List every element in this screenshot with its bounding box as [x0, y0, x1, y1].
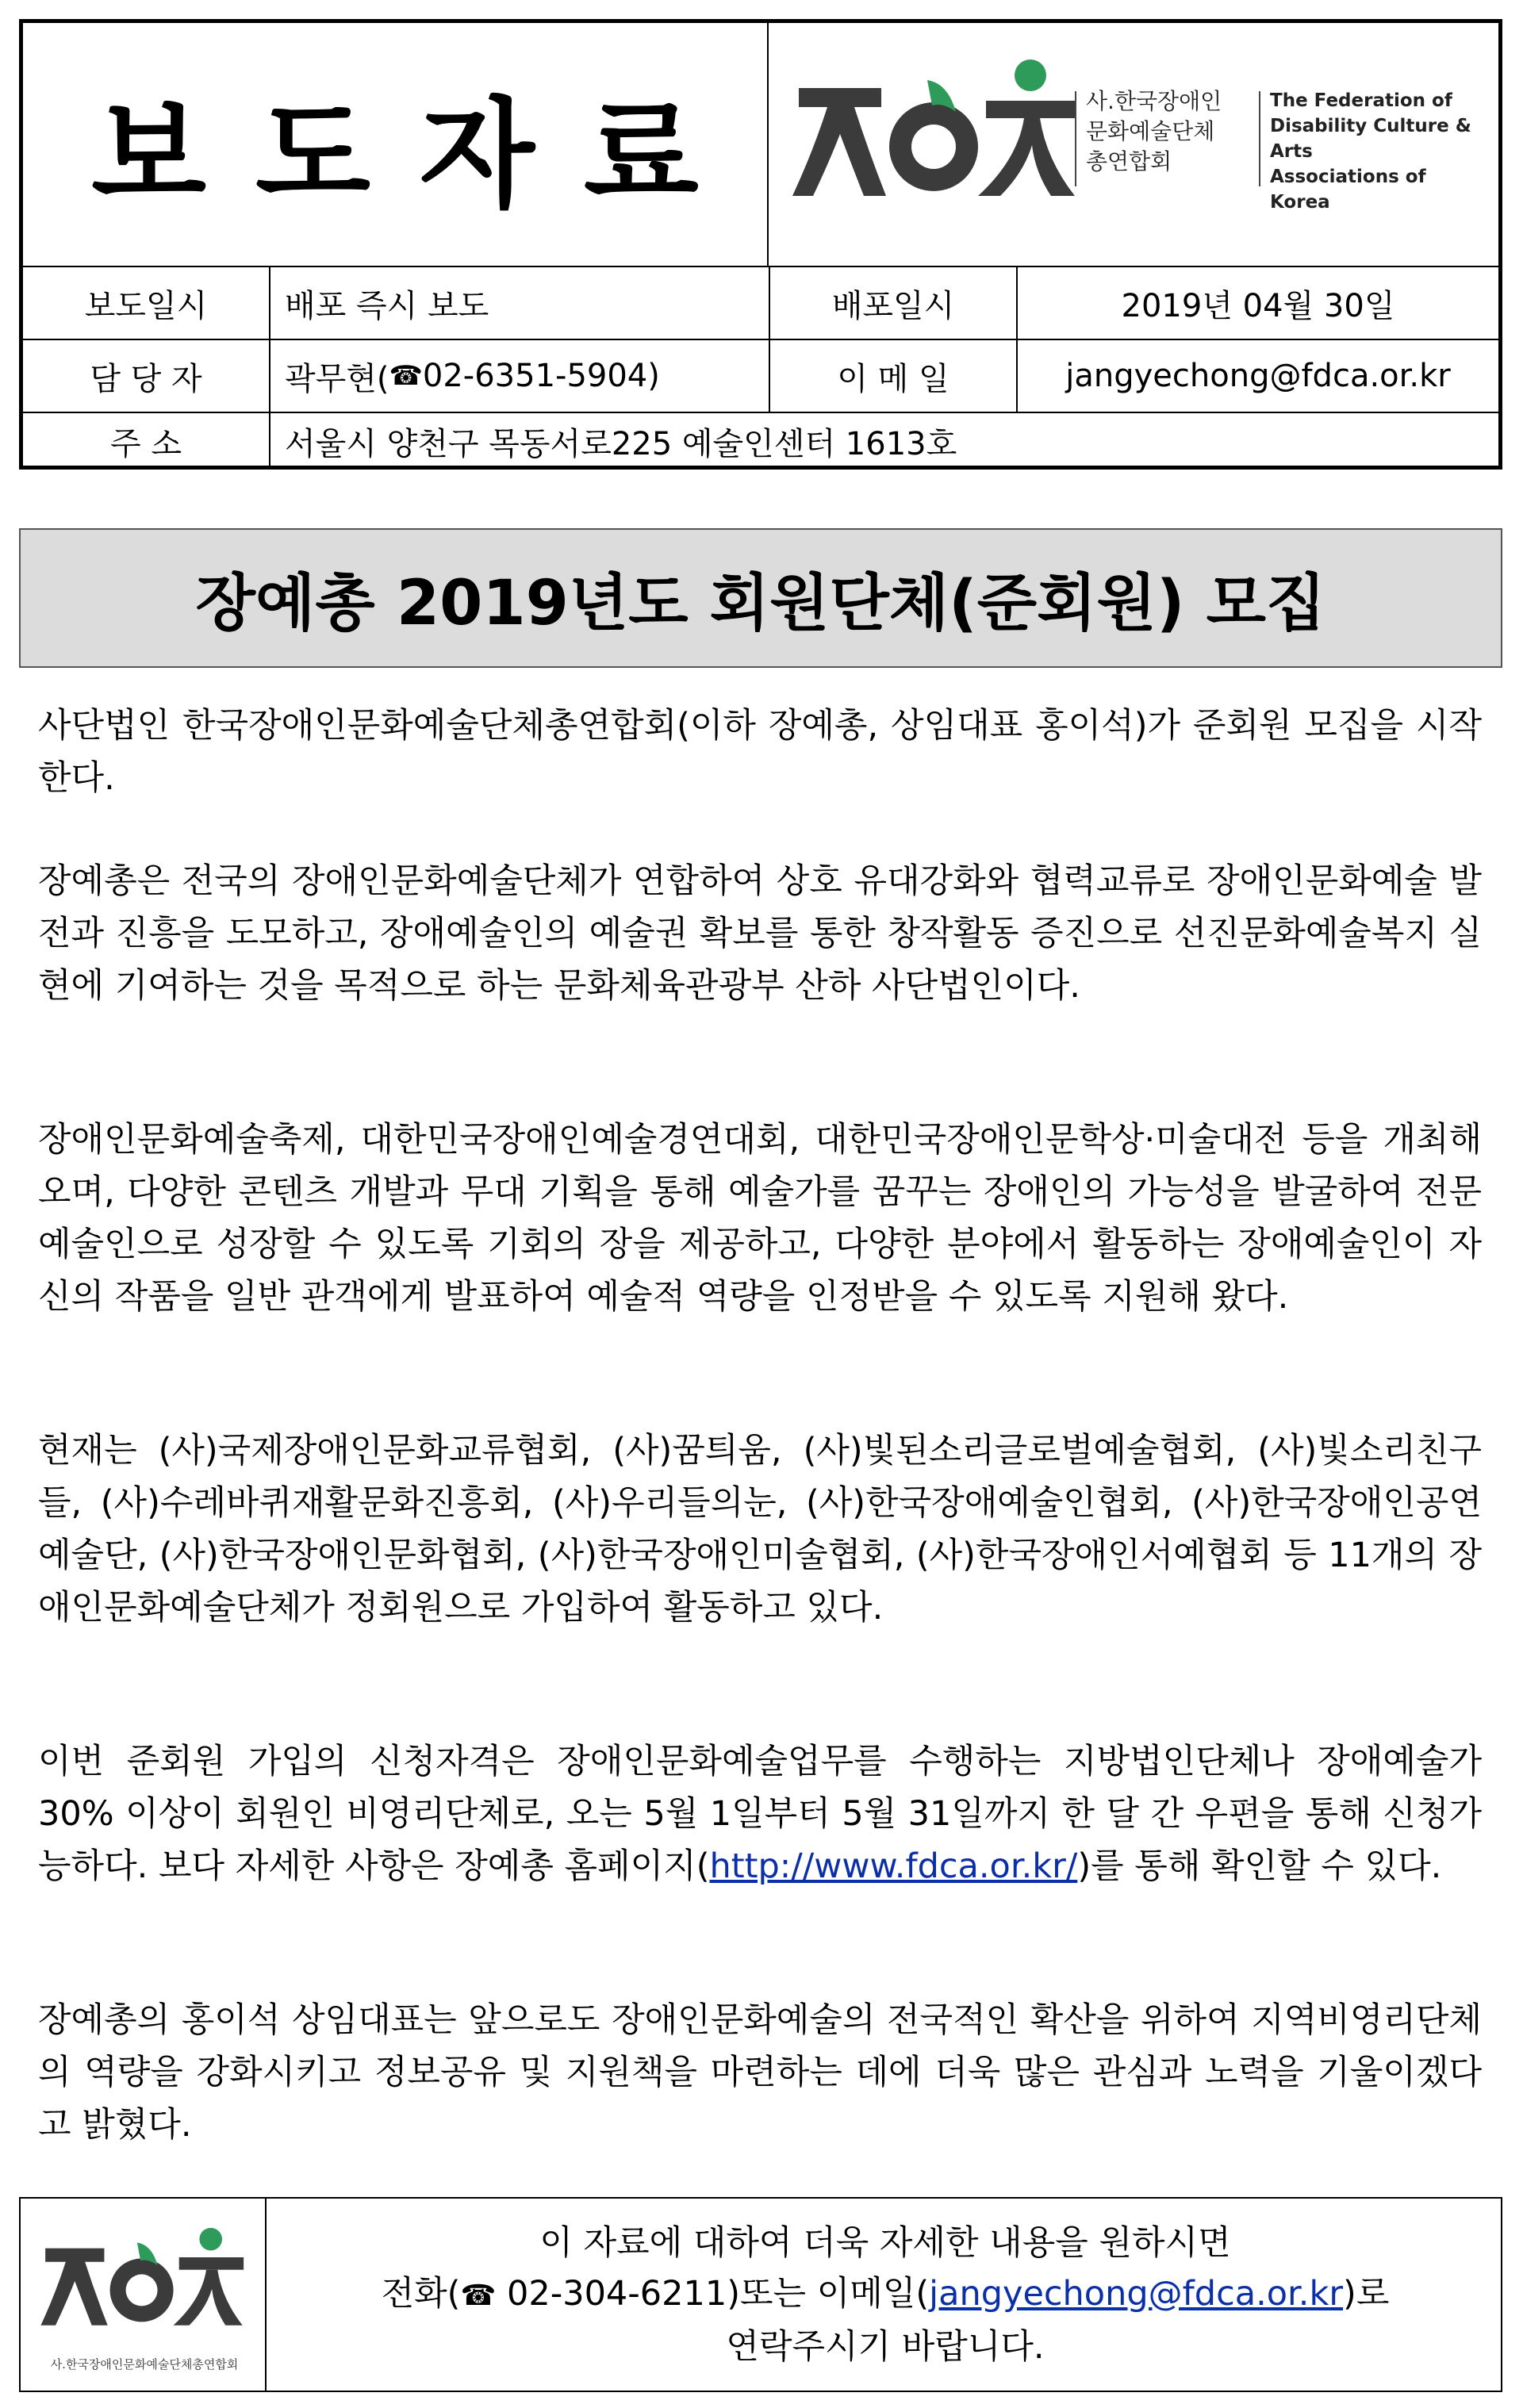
footer-email-link[interactable]: jangyechong@fdca.or.kr: [929, 2273, 1344, 2314]
header-top-row: [23, 23, 1498, 267]
paragraph-5-text-end: )를 통해 확인할 수 있다.: [1077, 1846, 1442, 1886]
footer-line-3: 연락주시기 바랍니다.: [726, 2326, 1045, 2367]
logo-english-name: [1270, 88, 1500, 215]
logo-en-line: Korea: [1270, 192, 1330, 213]
body-paragraph-2: 장예총은 전국의 장애인문화예술단체가 연합하여 상호 유대강화와 협력교류로 장애인문화예술 발전과 진흥을 도모하고, 장애예술인의 예술권 확보를 통한 창작활동 증진으로 선진문화예술복지 실현에 기여하는 것을 목적으로 하는 문화체육관광부 산하 사단법인이다.: [38, 861, 1482, 1006]
headline: 장예총 2019년도 회원단체(준회원) 모집: [195, 568, 1326, 639]
info-row-contact: [23, 340, 1498, 412]
info-row-date: [23, 267, 1498, 339]
footer-contact-text: [268, 2199, 1502, 2391]
footer-line-2: [382, 2268, 1390, 2322]
email-value: jangyechong@fdca.or.kr: [1065, 358, 1451, 394]
address-value: 서울시 양천구 목동서로225 예술인센터 1613호: [285, 425, 957, 462]
body-paragraph-1: 사단법인 한국장애인문화예술단체총연합회(이하 장예총, 상임대표 홍이석)가 준회원 모집을 시작한다.: [38, 706, 1482, 798]
distribution-value: 2019년 04월 30일: [1121, 287, 1395, 324]
paragraph-5-text: 이번 준회원 가입의 신청자격은 장애인문화예술업무를 수행하는 지방법인단체나 장애예술가 30% 이상이 회원인 비영리단체로, 오는 5월 1일부터 5월 31일까지 한 달 간 우편을 통해 신청가능하다. 보다 자세한 사항은 장예총 홈페이지(: [38, 1742, 1482, 1886]
fdca-logo-small-icon: [35, 2226, 251, 2345]
footer-contact-box: [19, 2197, 1502, 2392]
footer-line-1: 이 자료에 대하여 더욱 자세한 내용을 원하시면: [539, 2222, 1231, 2263]
fdca-logo-icon: [792, 56, 1078, 223]
logo-ko-line: 문화예술단체: [1086, 118, 1215, 144]
info-row-address: [23, 413, 1498, 469]
logo-ko-line: 총연합회: [1086, 148, 1172, 174]
footer-logo-caption: 사.한국장애인문화예술단체총연합회: [50, 2357, 239, 2372]
release-date-value: 배포 즉시 보도: [285, 287, 489, 324]
body-paragraph-4: 현재는 (사)국제장애인문화교류협회, (사)꿈틔움, (사)빛된소리글로벌예술협회, (사)빛소리친구들, (사)수레바퀴재활문화진흥회, (사)우리들의눈, (사)한국장애예술인협회, (사)한국장애인공연예술단, (사)한국장애인문화협회, (사)한국장애인미술협회, (사)한국장애인서예협회 등 11개의 장애인문화예술단체가 정회원으로 가입하여 활동하고 있다.: [38, 1431, 1482, 1628]
logo-korean-name: [1086, 86, 1260, 177]
phone-icon: ☎: [460, 2279, 497, 2312]
body-paragraph-5: [38, 1735, 1482, 1892]
homepage-link[interactable]: http://www.fdca.or.kr/: [709, 1846, 1078, 1886]
release-date-label: 보도일시: [84, 287, 208, 324]
footer-line-2-end: )로: [1343, 2273, 1390, 2314]
press-header-table: [19, 19, 1502, 470]
address-label: 주 소: [110, 425, 182, 462]
logo-en-line: The Federation of: [1270, 90, 1452, 111]
email-label: 이 메 일: [837, 360, 949, 397]
logo-en-line: Associations of: [1270, 167, 1426, 187]
body-paragraph-3: 장애인문화예술축제, 대한민국장애인예술경연대회, 대한민국장애인문학상·미술대전 등을 개최해오며, 다양한 콘텐츠 개발과 무대 기획을 통해 예술가를 꿈꾸는 장애인의 가능성을 발굴하여 전문예술인으로 성장할 수 있도록 기회의 장을 제공하고, 다양한 분야에서 활동하는 장애예술인이 자신의 작품을 일반 관객에게 발표하여 예술적 역량을 인정받을 수 있도록 지원해 왔다.: [38, 1120, 1482, 1317]
footer-phone-prefix: 전화(: [381, 2273, 461, 2314]
logo-divider: [1075, 91, 1076, 186]
footer-phone: 02-304-6211)또는 이메일(: [496, 2273, 930, 2314]
contact-name: 곽무현(: [285, 360, 389, 397]
logo-en-line: Disability Culture & Arts: [1270, 116, 1471, 162]
headline-banner: [19, 528, 1502, 668]
contact-phone: 02-6351-5904): [422, 358, 660, 394]
press-release-title: 보도자료: [91, 86, 748, 224]
logo-ko-line: 사.한국장애인: [1086, 88, 1222, 114]
contact-label: 담 당 자: [90, 360, 202, 397]
distribution-label: 배포일시: [831, 287, 955, 324]
footer-logo-cell: [21, 2199, 267, 2391]
logo-divider: [1259, 91, 1260, 186]
contact-value: [285, 340, 761, 412]
title-cell: [23, 23, 769, 266]
body-paragraph-6: 장예총의 홍이석 상임대표는 앞으로도 장애인문화예술의 전국적인 확산을 위하여 지역비영리단체의 역량을 강화시키고 정보공유 및 지원책을 마련하는 데에 더욱 많은 관심과 노력을 기울이겠다고 밝혔다.: [38, 2000, 1482, 2145]
logo-cell: [769, 23, 1498, 266]
phone-icon: ☎: [389, 360, 423, 392]
